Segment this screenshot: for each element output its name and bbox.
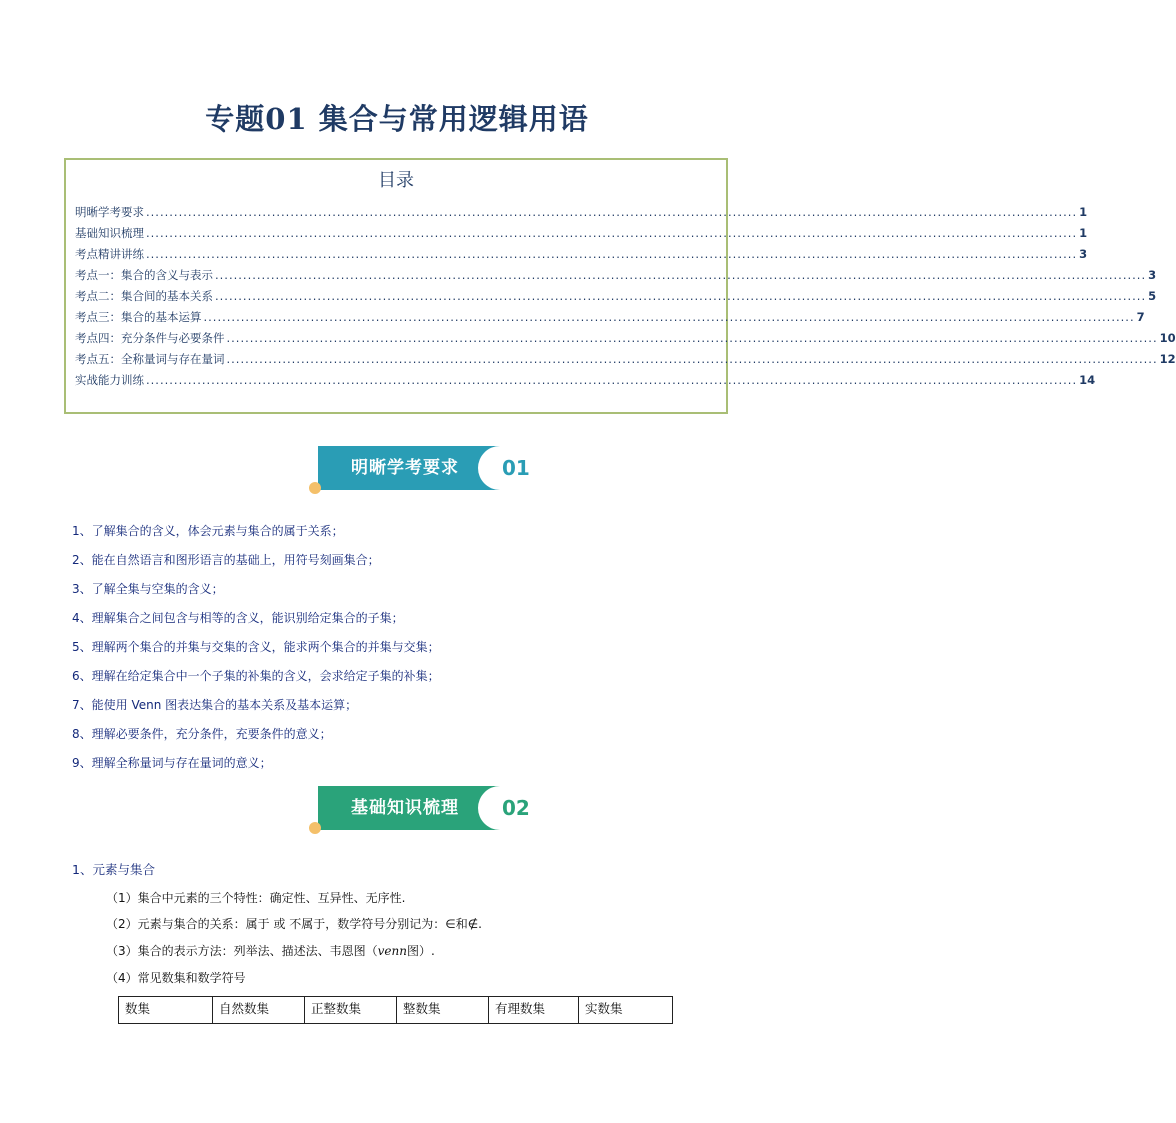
requirement-item: 7、能使用 Venn 图表达集合的基本关系及基本运算； [72,698,358,712]
table-cell: 自然数集 [213,997,305,1024]
toc-leader-dots: ........................................................................................................................................................................................................ [226,331,1158,345]
venn-math: venn [377,944,407,958]
toc-item[interactable] [75,309,1145,330]
banner-title: 基础知识梳理 [351,798,459,818]
toc-leader-dots: ........................................................................................................................................................................................................ [146,247,1078,261]
requirement-item: 5、理解两个集合的并集与交集的含义，能求两个集合的并集与交集； [72,640,440,654]
toc-item-label: 考点五：全称量词与存在量词 [75,352,225,366]
requirement-item: 3、了解全集与空集的含义； [72,582,224,596]
toc-item-label: 考点四：充分条件与必要条件 [75,331,225,345]
sub-item-3 [106,942,435,959]
toc-item-label: 考点一：集合的含义与表示 [75,268,213,282]
toc-item-page: 3 [1148,268,1157,282]
table-cell: 实数集 [579,997,673,1024]
sub-item-2: （2）元素与集合的关系：属于 或 不属于，数学符号分别记为：∈和∉. [106,917,482,931]
banner-number: 02 [502,796,530,820]
requirement-item: 6、理解在给定集合中一个子集的补集的含义，会求给定子集的补集； [72,669,440,683]
requirement-item: 8、理解必要条件，充分条件，充要条件的意义； [72,727,332,741]
toc-item[interactable] [75,330,1176,351]
toc-item[interactable] [75,204,1088,225]
toc-item[interactable] [75,246,1088,267]
requirement-item: 4、理解集合之间包含与相等的含义，能识别给定集合的子集； [72,611,404,625]
table-cell: 有理数集 [489,997,579,1024]
toc-item-page: 1 [1079,226,1088,240]
toc-item-label: 基础知识梳理 [75,226,144,240]
banner-title: 明晰学考要求 [351,458,459,478]
sub-item-1: （1）集合中元素的三个特性：确定性、互异性、无序性. [106,891,406,905]
sub-item-4: （4）常见数集和数学符号 [106,971,246,985]
toc-item-label: 考点三：集合的基本运算 [75,310,202,324]
number-sets-table [118,996,673,1024]
sub-item-3-text: （3）集合的表示方法：列举法、描述法、韦恩图（ [106,944,378,958]
toc-item-label: 考点精讲讲练 [75,247,144,261]
toc-item-page: 3 [1079,247,1088,261]
table-row [119,997,673,1024]
sub-item-3-text-end: 图）. [406,944,435,958]
section-banner-basics [310,786,540,840]
section-heading: 1、元素与集合 [72,862,155,877]
toc-item-label: 考点二：集合间的基本关系 [75,289,213,303]
toc-item-page: 7 [1136,310,1145,324]
toc-item[interactable] [75,351,1176,372]
toc-leader-dots: ........................................................................................................................................................................................................ [215,289,1147,303]
table-cell: 正整数集 [305,997,397,1024]
toc-item[interactable] [75,267,1157,288]
page-title: 专题01 集合与常用逻辑用语 [205,102,589,136]
toc-heading: 目录 [378,170,414,191]
toc-item-label: 实战能力训练 [75,373,144,387]
toc-leader-dots: ........................................................................................................................................................................................................ [146,205,1078,219]
table-of-contents [64,158,1176,414]
toc-leader-dots: ........................................................................................................................................................................................................ [146,373,1078,387]
toc-list [75,204,1176,393]
banner-number: 01 [502,456,530,480]
toc-item-page: 12 [1159,352,1176,366]
requirements-list [72,521,752,782]
toc-item-page: 14 [1079,373,1096,387]
section-banner-requirements [310,446,540,500]
toc-leader-dots: ........................................................................................................................................................................................................ [146,226,1078,240]
toc-item-page: 10 [1159,331,1176,345]
toc-leader-dots: ........................................................................................................................................................................................................ [226,352,1158,366]
requirement-item: 9、理解全称量词与存在量词的意义； [72,756,272,770]
toc-item-label: 明晰学考要求 [75,205,144,219]
requirement-item: 2、能在自然语言和图形语言的基础上，用符号刻画集合； [72,553,380,567]
toc-leader-dots: ........................................................................................................................................................................................................ [215,268,1147,282]
toc-item[interactable] [75,288,1157,309]
toc-item-page: 1 [1079,205,1088,219]
toc-item[interactable] [75,372,1096,393]
toc-item-page: 5 [1148,289,1157,303]
table-cell: 数集 [119,997,213,1024]
requirement-item: 1、了解集合的含义，体会元素与集合的属于关系； [72,524,344,538]
toc-item[interactable] [75,225,1088,246]
toc-leader-dots: ........................................................................................................................................................................................................ [203,310,1135,324]
table-cell: 整数集 [397,997,489,1024]
